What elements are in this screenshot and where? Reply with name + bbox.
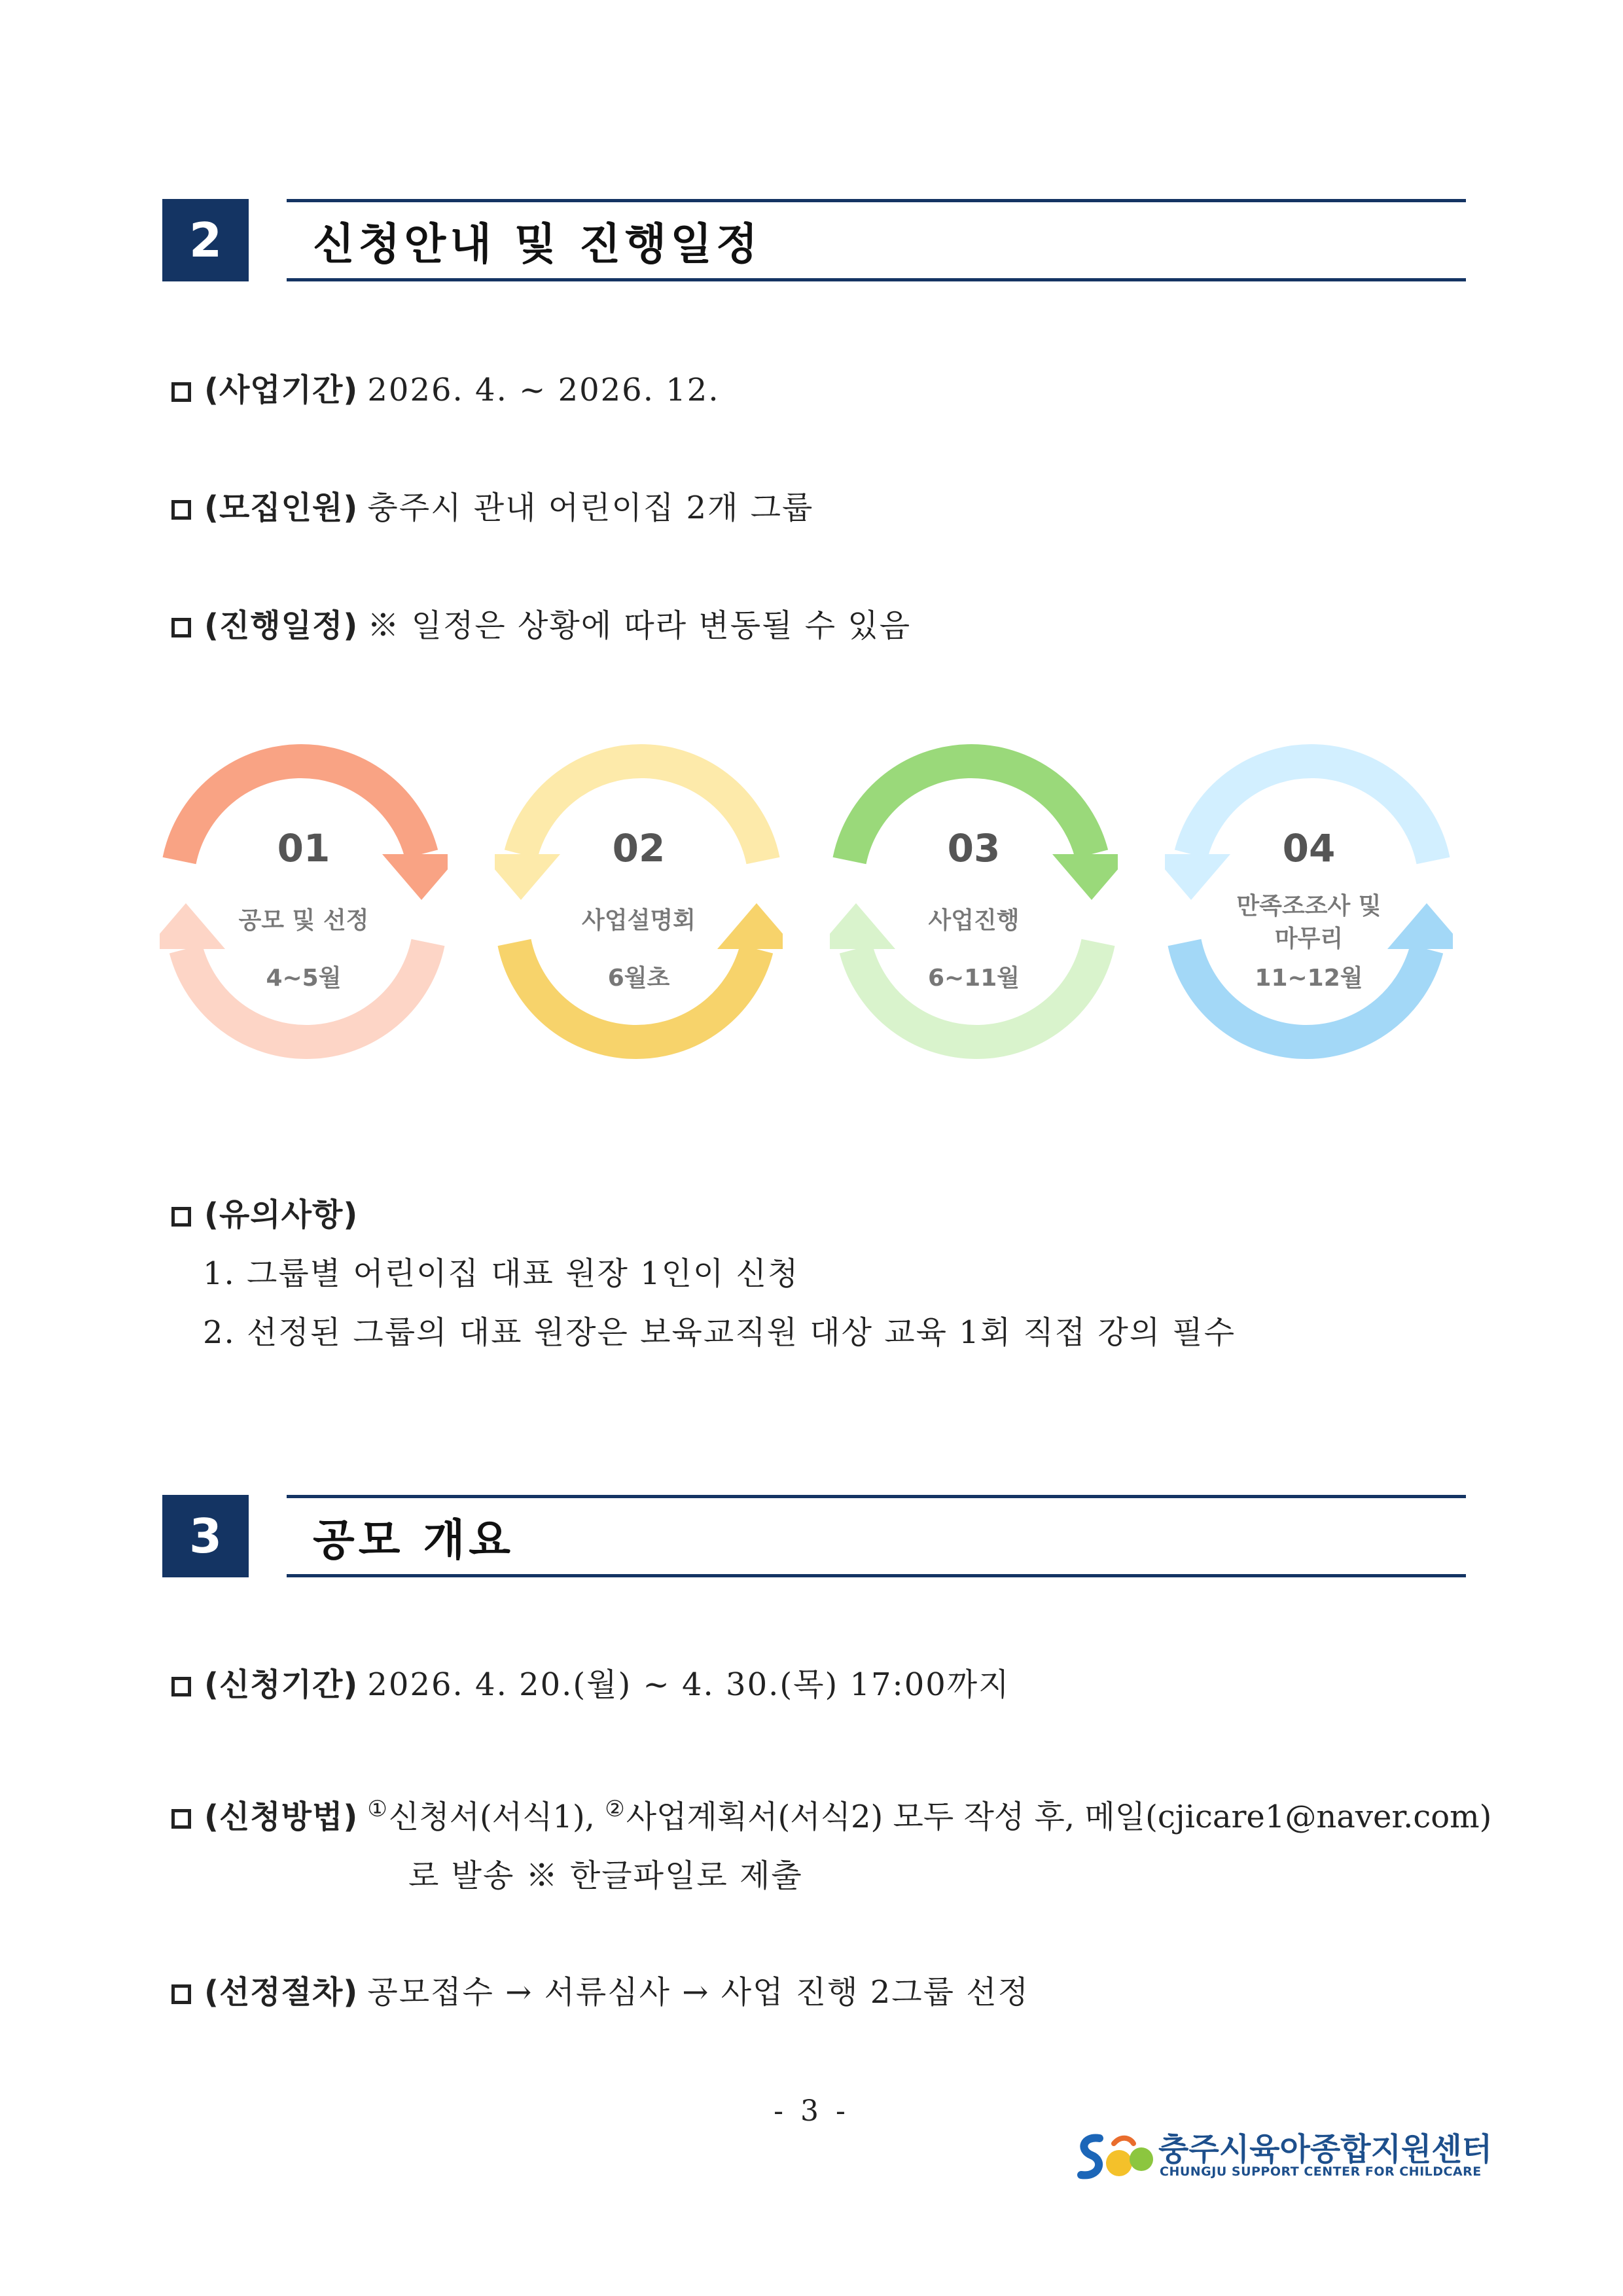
item-label: (신청방법) bbox=[204, 1799, 359, 1835]
stage-name: 사업설명회 bbox=[582, 907, 696, 934]
circled-number-1: ① bbox=[367, 1796, 387, 1822]
item-text: 공모접수 → 서류심사 → 사업 진행 2그룹 선정 bbox=[367, 1974, 1030, 2011]
schedule-stage-3 bbox=[830, 733, 1118, 1086]
stage-number: 02 bbox=[612, 826, 666, 870]
application-method-line-2: 로 발송 ※ 한글파일로 제출 bbox=[408, 1857, 803, 1894]
item-text: 2026. 4. ~ 2026. 12. bbox=[367, 372, 720, 408]
item-label: (사업기간) bbox=[204, 372, 359, 408]
recruit-item bbox=[171, 488, 813, 528]
application-period-item bbox=[171, 1665, 1010, 1704]
item-text: ※ 일정은 상황에 따라 변동될 수 있음 bbox=[367, 607, 912, 644]
stage-date: 4~5월 bbox=[266, 965, 342, 992]
method-part-2: 사업계획서(서식2) 모두 작성 후, 메일(cjicare1@naver.com) bbox=[626, 1799, 1492, 1835]
schedule-stage-1 bbox=[160, 733, 448, 1086]
method-part-1: 신청서(서식1), bbox=[388, 1799, 595, 1835]
stage-date: 6~11월 bbox=[927, 965, 1020, 992]
logo-subtitle: CHUNGJU SUPPORT CENTER FOR CHILDCARE bbox=[1160, 2164, 1482, 2179]
schedule-stage-4 bbox=[1165, 733, 1453, 1086]
page-number: - 3 - bbox=[774, 2094, 849, 2128]
section-title: 공모 개요 bbox=[313, 1515, 515, 1566]
stage-number: 04 bbox=[1282, 826, 1336, 870]
section-title-bar bbox=[287, 199, 1466, 281]
notice-line-2: 2. 선정된 그룹의 대표 원장은 보육교직원 대상 교육 1회 직접 강의 필수 bbox=[203, 1314, 1236, 1351]
stage-name-line2: 마무리 bbox=[1274, 925, 1344, 952]
checkbox-icon bbox=[171, 382, 191, 402]
schedule-item bbox=[171, 606, 911, 645]
section-title: 신청안내 및 진행일정 bbox=[313, 219, 762, 270]
section-2-header bbox=[162, 199, 1466, 281]
stage-name: 사업진행 bbox=[928, 907, 1020, 934]
checkbox-icon bbox=[171, 1677, 191, 1696]
notice-item bbox=[171, 1195, 367, 1234]
stage-date: 11~12월 bbox=[1255, 965, 1363, 992]
stage-name-line1: 만족조조사 및 bbox=[1236, 893, 1382, 920]
section-title-bar bbox=[287, 1495, 1466, 1577]
checkbox-icon bbox=[171, 618, 191, 637]
checkbox-icon bbox=[171, 500, 191, 520]
stage-name bbox=[1165, 890, 1453, 956]
item-label: (진행일정) bbox=[204, 607, 359, 644]
notice-line-1: 1. 그룹별 어린이집 대표 원장 1인이 신청 bbox=[203, 1255, 800, 1292]
item-label: (신청기간) bbox=[204, 1666, 359, 1703]
checkbox-icon bbox=[171, 1809, 191, 1829]
item-text: 충주시 관내 어린이집 2개 그룹 bbox=[367, 490, 814, 526]
section-number: 3 bbox=[162, 1495, 249, 1577]
circled-number-2: ② bbox=[605, 1796, 625, 1822]
item-label: (모집인원) bbox=[204, 490, 359, 526]
logo-mark-icon bbox=[1073, 2124, 1158, 2189]
business-period-item bbox=[171, 370, 720, 410]
center-logo bbox=[1073, 2124, 1493, 2189]
logo-name: 충주시육아종합지원센터 bbox=[1158, 2131, 1493, 2168]
stage-number: 03 bbox=[947, 826, 1001, 870]
section-3-header bbox=[162, 1495, 1466, 1577]
checkbox-icon bbox=[171, 1207, 191, 1227]
checkbox-icon bbox=[171, 1984, 191, 2004]
stage-name: 공모 및 선정 bbox=[238, 907, 369, 934]
selection-process-item bbox=[171, 1973, 1029, 2012]
item-label: (선정절차) bbox=[204, 1974, 359, 2011]
schedule-stage-2 bbox=[495, 733, 783, 1086]
application-method-item bbox=[171, 1789, 1491, 1837]
section-number: 2 bbox=[162, 199, 249, 281]
stage-number: 01 bbox=[277, 826, 330, 870]
item-text: 2026. 4. 20.(월) ~ 4. 30.(목) 17:00까지 bbox=[367, 1666, 1010, 1703]
stage-date: 6월초 bbox=[607, 965, 670, 992]
item-label: (유의사항) bbox=[204, 1196, 359, 1233]
